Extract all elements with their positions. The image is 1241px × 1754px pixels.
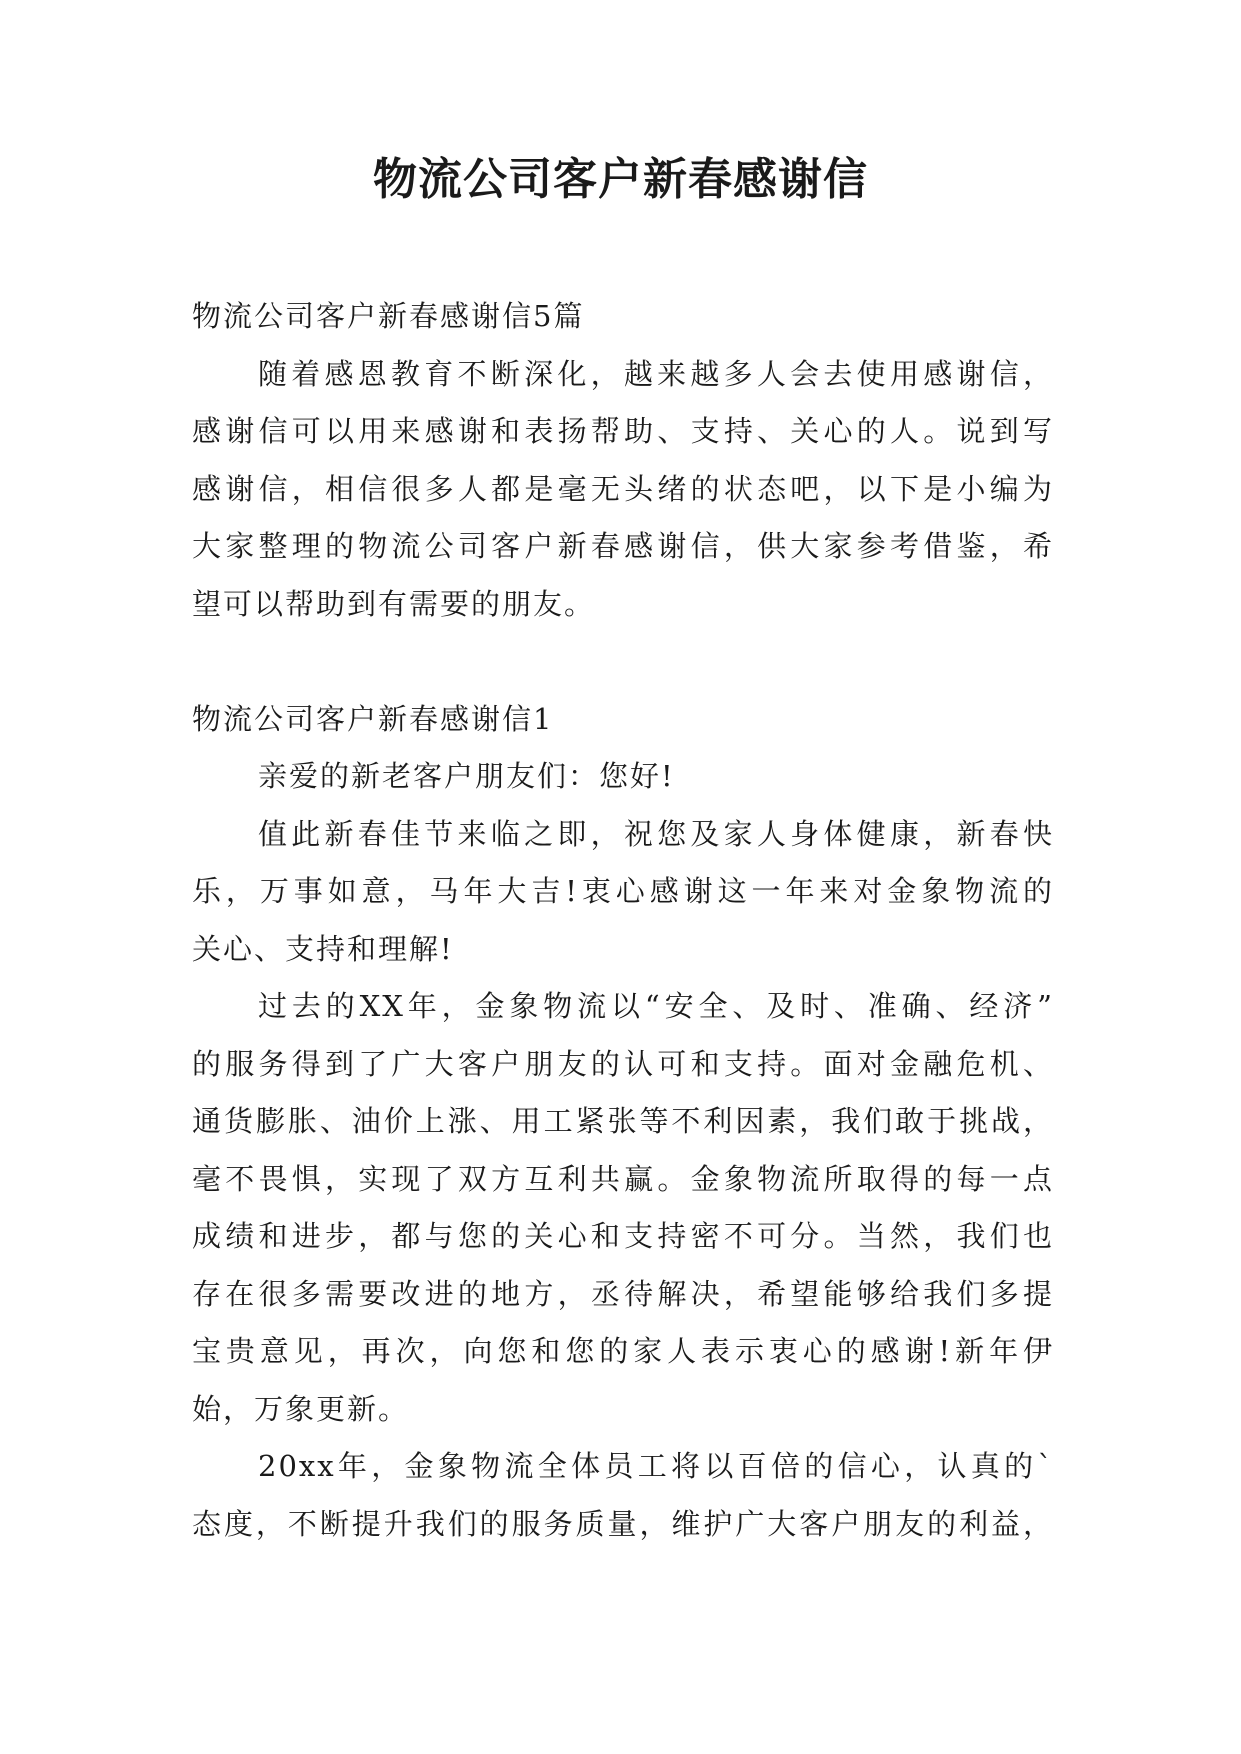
intro-line: 感谢信，相信很多人都是毫无头绪的状态吧，以下是小编为: [192, 471, 1054, 506]
paragraph-line: 20xx年，金象物流全体员工将以百倍的信心，认真的`: [258, 1449, 1054, 1483]
paragraph-gap: [192, 633, 1054, 691]
paragraph-line: 成绩和进步，都与您的关心和支持密不可分。当然，我们也: [192, 1219, 1054, 1253]
intro-line: 大家整理的物流公司客户新春感谢信，供大家参考借鉴，希: [192, 529, 1054, 563]
paragraph-line: 乐，万事如意，马年大吉!衷心感谢这一年来对金象物流的: [192, 874, 1054, 908]
greeting: 亲爱的新老客户朋友们：您好!: [258, 759, 675, 793]
intro-line: 感谢信可以用来感谢和表扬帮助、支持、关心的人。说到写: [192, 414, 1054, 448]
intro-line: 望可以帮助到有需要的朋友。: [192, 586, 596, 621]
intro-line: 随着感恩教育不断深化，越来越多人会去使用感谢信，: [258, 356, 1054, 391]
document-body: [192, 288, 1054, 1553]
subtitle: 物流公司客户新春感谢信5篇: [192, 299, 585, 333]
paragraph-line: 宝贵意见，再次，向您和您的家人表示衷心的感谢!新年伊: [192, 1334, 1054, 1368]
section-heading: 物流公司客户新春感谢信1: [192, 701, 554, 736]
document-title: 物流公司客户新春感谢信: [373, 154, 868, 205]
paragraph-line: 值此新春佳节来临之即，祝您及家人身体健康，新春快: [258, 816, 1054, 851]
paragraph-line: 存在很多需要改进的地方，丞待解决，希望能够给我们多提: [192, 1276, 1054, 1311]
paragraph-line: 的服务得到了广大客户朋友的认可和支持。面对金融危机、: [192, 1046, 1054, 1081]
paragraph-line: 关心、支持和理解!: [192, 931, 454, 966]
paragraph-line: 态度，不断提升我们的服务质量，维护广大客户朋友的利益，: [192, 1506, 1054, 1541]
paragraph-line: 始，万象更新。: [192, 1391, 410, 1426]
paragraph-line: 通货膨胀、油价上涨、用工紧张等不利因素，我们敢于挑战，: [192, 1104, 1054, 1138]
paragraph-line: 过去的XX年，金象物流以“安全、及时、准确、经济”: [258, 989, 1054, 1023]
paragraph-line: 毫不畏惧，实现了双方互利共赢。金象物流所取得的每一点: [192, 1161, 1054, 1196]
